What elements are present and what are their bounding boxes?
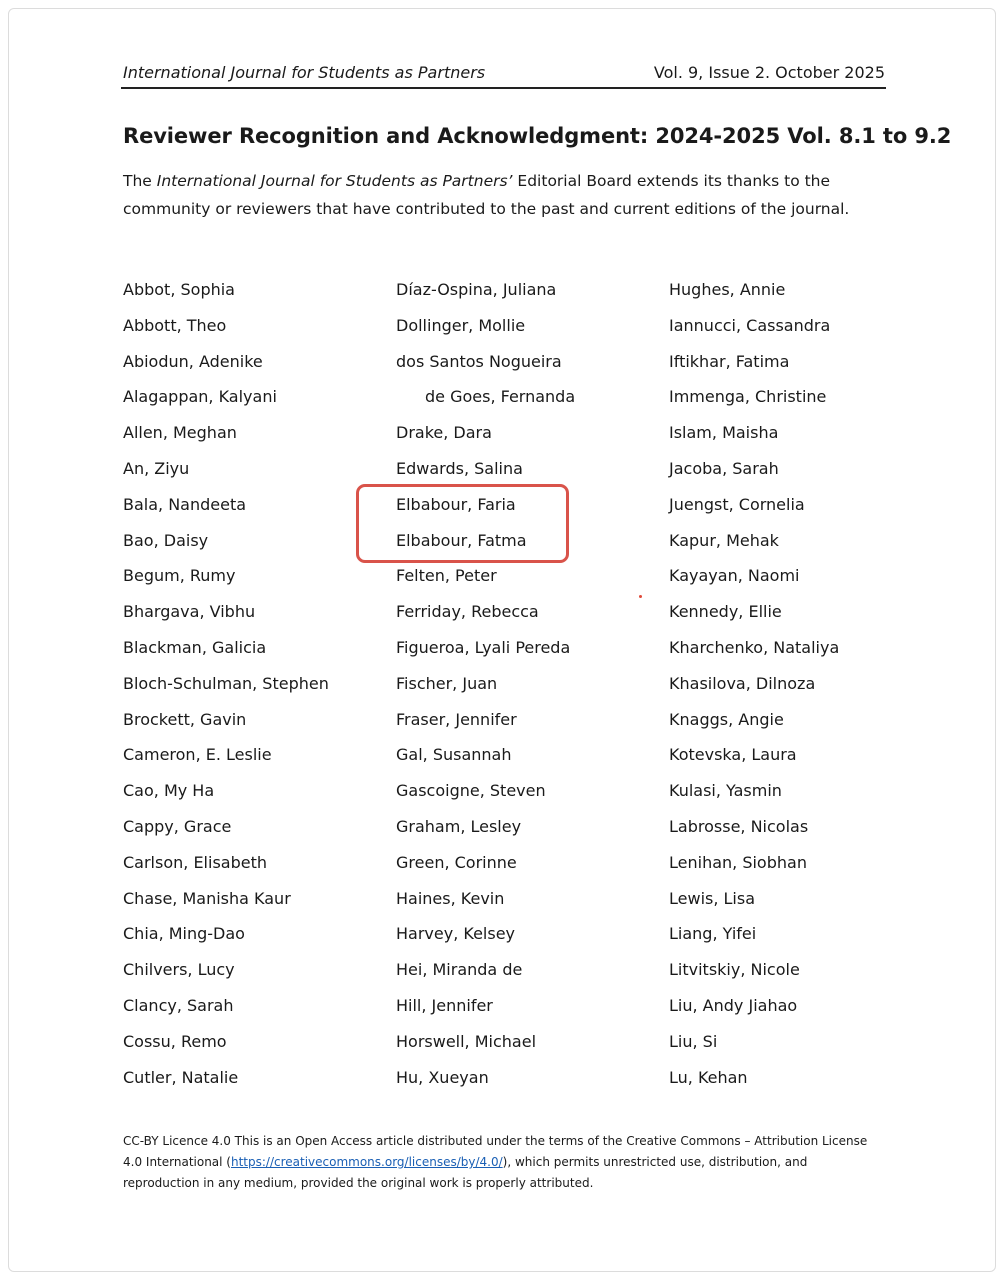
reviewer-name: Díaz-Ospina, Juliana (396, 280, 557, 299)
reviewer-name: Abbot, Sophia (123, 280, 235, 299)
reviewer-name: Cossu, Remo (123, 1031, 227, 1051)
intro-prefix: The (123, 172, 157, 190)
reviewer-name: Bhargava, Vibhu (123, 602, 256, 622)
reviewer-name: Cappy, Grace (123, 816, 232, 836)
header-journal-name: International Journal for Students as Partners (123, 63, 486, 82)
reviewer-name: Jacoba, Sarah (669, 458, 779, 478)
reviewer-name: Horswell, Michael (396, 1031, 537, 1051)
reviewer-name: Clancy, Sarah (123, 995, 234, 1015)
reviewer-name: Cao, My Ha (123, 781, 215, 801)
reviewer-name: Knaggs, Angie (669, 709, 784, 729)
reviewer-name: Brockett, Gavin (123, 709, 247, 729)
reviewer-name: Felten, Peter (396, 566, 497, 586)
reviewer-name: Hill, Jennifer (396, 995, 493, 1015)
reviewer-name: Carlson, Elisabeth (123, 852, 267, 872)
highlight-annotation-box (356, 484, 569, 563)
reviewer-name: Elbabour, Fatma (396, 530, 527, 550)
reviewer-name: Haines, Kevin (396, 888, 505, 908)
reviewer-name: Kayayan, Naomi (669, 566, 800, 586)
reviewer-name: de Goes, Fernanda (425, 387, 576, 407)
reviewer-name: Abiodun, Adenike (123, 351, 263, 371)
reviewer-name: Lu, Kehan (669, 1067, 748, 1087)
reviewer-name: Bloch-Schulman, Stephen (123, 673, 329, 693)
reviewer-name: Kharchenko, Nataliya (669, 637, 840, 657)
footer-line2-prefix: 4.0 International ( (123, 1155, 231, 1169)
reviewer-name: Kennedy, Ellie (669, 602, 782, 622)
header-issue-info: Vol. 9, Issue 2. October 2025 (653, 63, 885, 82)
reviewer-name: Elbabour, Faria (396, 494, 516, 514)
intro-line-2: community or reviewers that have contributed to the past and current editions of the journal. (123, 200, 850, 218)
license-link[interactable]: https://creativecommons.org/licenses/by/4.0/ (230, 1155, 503, 1169)
reviewer-name: Lewis, Lisa (669, 888, 756, 908)
footer-line-3: reproduction in any medium, provided the original work is properly attributed. (123, 1176, 594, 1190)
running-header (123, 60, 885, 86)
reviewer-name: dos Santos Nogueira (396, 351, 562, 371)
intro-line-1 (123, 167, 898, 195)
intro-journal-italic: International Journal for Students as Partners’ (156, 172, 513, 190)
reviewer-name: Hughes, Annie (669, 280, 786, 299)
intro-line1-rest: Editorial Board extends its thanks to the (512, 172, 831, 190)
reviewer-name: Alagappan, Kalyani (123, 387, 277, 407)
reviewer-column-2 (396, 278, 656, 1101)
reviewer-name: Liang, Yifei (669, 924, 757, 944)
reviewer-name: Kulasi, Yasmin (669, 781, 782, 801)
reviewer-name: Labrosse, Nicolas (669, 816, 809, 836)
reviewer-name: Chia, Ming-Dao (123, 924, 245, 944)
reviewer-name: Figueroa, Lyali Pereda (396, 637, 571, 657)
reviewer-name: Harvey, Kelsey (396, 924, 515, 944)
reviewer-name: Kapur, Mehak (669, 530, 779, 550)
reviewer-name: Edwards, Salina (396, 458, 523, 478)
license-footer (123, 1131, 893, 1194)
stray-annotation-dot (639, 595, 642, 598)
reviewer-name: Chilvers, Lucy (123, 960, 235, 980)
reviewer-name: Lenihan, Siobhan (669, 852, 807, 872)
reviewer-name: Kotevska, Laura (669, 745, 797, 765)
reviewer-name: Cameron, E. Leslie (123, 745, 272, 765)
reviewer-name: Ferriday, Rebecca (396, 602, 539, 622)
reviewer-name: Chase, Manisha Kaur (123, 888, 291, 908)
reviewer-name: Drake, Dara (396, 423, 492, 443)
reviewer-name: Graham, Lesley (396, 816, 522, 836)
reviewer-name: Liu, Andy Jiahao (669, 995, 798, 1015)
reviewer-name: Cutler, Natalie (123, 1067, 239, 1087)
footer-line-1: CC-BY Licence 4.0 This is an Open Access article distributed under the terms of the Creative Commons – Attribution License (123, 1134, 868, 1148)
reviewer-name: Hei, Miranda de (396, 960, 523, 980)
reviewer-name: Gal, Susannah (396, 745, 512, 765)
reviewer-name: Abbott, Theo (123, 315, 227, 335)
reviewer-name: Fraser, Jennifer (396, 709, 517, 729)
page-title: Reviewer Recognition and Acknowledgment: 2024-2025 Vol. 8.1 to 9.2 (123, 124, 952, 148)
reviewer-name: Islam, Maisha (669, 423, 779, 443)
reviewer-name: Iftikhar, Fatima (669, 351, 790, 371)
reviewer-name: Allen, Meghan (123, 423, 237, 443)
reviewer-name: Liu, Si (669, 1031, 718, 1051)
reviewer-name: Khasilova, Dilnoza (669, 673, 816, 693)
reviewer-column-1 (123, 278, 383, 1101)
footer-line-2 (123, 1152, 893, 1173)
reviewer-name: Gascoigne, Steven (396, 781, 546, 801)
reviewer-name: Begum, Rumy (123, 566, 236, 586)
reviewer-name: Green, Corinne (396, 852, 517, 872)
reviewer-column-3 (669, 278, 929, 1101)
reviewer-name: Juengst, Cornelia (669, 494, 805, 514)
reviewer-name: Dollinger, Mollie (396, 315, 526, 335)
reviewer-name: Bala, Nandeeta (123, 494, 247, 514)
reviewer-name: Hu, Xueyan (396, 1067, 489, 1087)
footer-line2-suffix: ), which permits unrestricted use, distribution, and (502, 1155, 808, 1169)
reviewer-name: Fischer, Juan (396, 673, 498, 693)
intro-paragraph (123, 167, 898, 223)
reviewer-name: An, Ziyu (123, 458, 190, 478)
reviewer-name: Blackman, Galicia (123, 637, 267, 657)
reviewer-name: Immenga, Christine (669, 387, 827, 407)
reviewer-name: Bao, Daisy (123, 530, 209, 550)
header-divider (121, 87, 886, 89)
reviewer-name: Litvitskiy, Nicole (669, 960, 800, 980)
reviewer-name: Iannucci, Cassandra (669, 315, 831, 335)
